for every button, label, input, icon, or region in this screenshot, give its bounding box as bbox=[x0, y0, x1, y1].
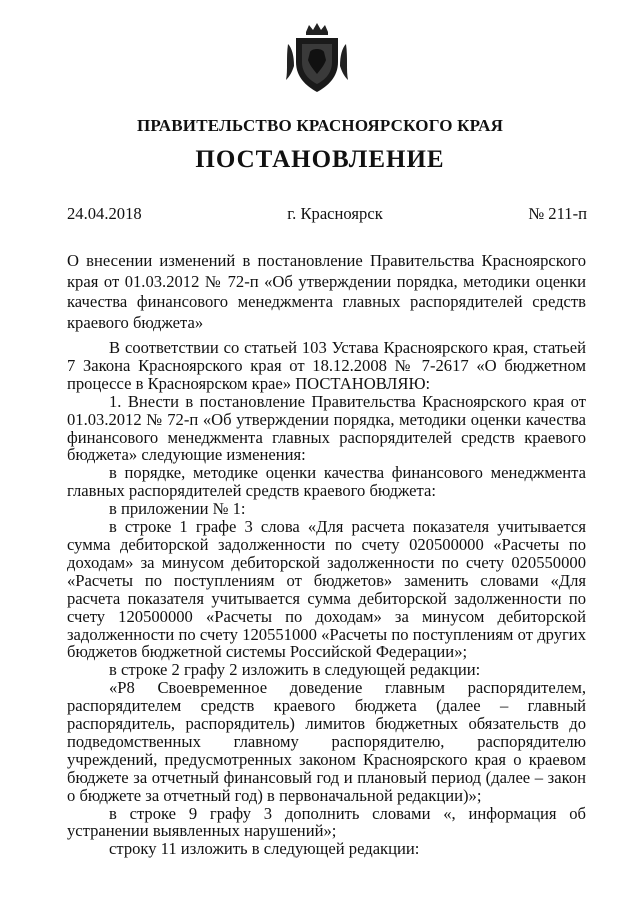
body-paragraph: в приложении № 1: bbox=[109, 499, 246, 519]
body-paragraph: в порядке, методике оценки качества финансового менеджмента главных распорядителей средств краевого бюджета: bbox=[67, 463, 586, 501]
body-paragraph: строку 11 изложить в следующей редакции: bbox=[109, 839, 420, 859]
document-type-title: ПОСТАНОВЛЕНИЕ bbox=[195, 146, 445, 173]
document-city: г. Красноярск bbox=[287, 204, 383, 223]
document-body bbox=[67, 339, 586, 858]
resolution-item-1: 1. Внести в постановление Правительства Красноярского края от 01.03.2012 № 72-п «Об утверждении порядка, методики оценки качества финансового менеджмента главных распорядителей средств краевого бюджета» следующие изменения: bbox=[67, 391, 586, 465]
body-paragraph: «Р8 Своевременное доведение главным распорядителем, распорядителем средств краевого бюджета (далее – главный распорядитель, распорядитель) лимитов бюджетных обязательств до подведомственных главному распорядителю, распорядителю учреждений, предусмотренных законом Красноярского края о краевом бюджете за отчетный финансовый год и плановый период (далее – закон о бюджете за отчетный год) в первоначальной редакции)»; bbox=[67, 678, 586, 805]
government-name: ПРАВИТЕЛЬСТВО КРАСНОЯРСКОГО КРАЯ bbox=[136, 116, 504, 135]
body-paragraph: в строке 2 графу 2 изложить в следующей редакции: bbox=[109, 660, 481, 680]
document-subject: О внесении изменений в постановление Правительства Красноярского края от 01.03.2012 № 72-п «Об утверждении порядка, методики оценки качества финансового менеджмента главных распорядителей средств краевого бюджета» bbox=[67, 251, 586, 332]
document-number: № 211-п bbox=[528, 204, 587, 223]
body-paragraph: в строке 1 графе 3 слова «Для расчета показателя учитывается сумма дебиторской задолженности по счету 020500000 «Расчеты по доходам» за минусом дебиторской задолженности по счету 020550000 «Расчеты по поступлениям от бюджетов» заменить словами «Для расчета показателя учитывается сумма дебиторской задолженности по счету 120500000 «Расчеты по доходам» за минусом дебиторской задолженности по счету 120551000 «Расчеты по поступлениям от других бюджетов бюджетной системы Российской Федерации»; bbox=[67, 517, 586, 662]
document-meta bbox=[67, 204, 587, 224]
coat-of-arms-icon bbox=[284, 22, 350, 94]
document-date: 24.04.2018 bbox=[67, 204, 142, 223]
body-paragraph: в строке 9 графу 3 дополнить словами «, информация об устранении выявленных нарушений»; bbox=[67, 803, 586, 841]
preamble-paragraph: В соответствии со статьей 103 Устава Красноярского края, статьей 7 Закона Красноярского края от 18.12.2008 № 7-2617 «О бюджетном процессе в Красноярском крае» ПОСТАНОВЛЯЮ: bbox=[67, 338, 586, 393]
